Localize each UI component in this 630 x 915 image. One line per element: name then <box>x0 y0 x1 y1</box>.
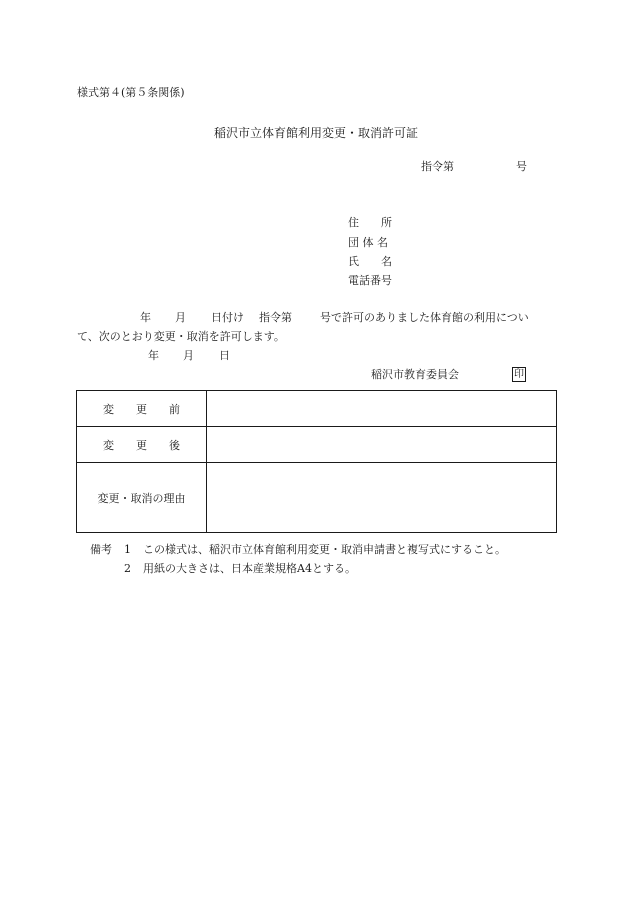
seal-mark: 印 <box>514 369 524 380</box>
issue-date-month: 月 <box>183 349 194 362</box>
note-2-text: 用紙の大きさは、日本産業規格A4とする。 <box>143 562 356 575</box>
applicant-name-label: 氏 名 <box>348 255 392 268</box>
note-1-number: 1 <box>124 543 131 556</box>
body-directive-prefix: 指令第 <box>259 311 292 324</box>
row-label-after: 変 更 後 <box>77 427 207 463</box>
note-2-number: 2 <box>124 562 131 575</box>
issue-date-year: 年 <box>148 349 159 362</box>
row-value-reason[interactable] <box>207 463 557 533</box>
body-line2: て、次のとおり変更・取消を許可します。 <box>77 330 285 343</box>
table-row <box>77 391 557 427</box>
body-date-day: 日付け <box>211 311 244 324</box>
applicant-address-label: 住 所 <box>348 216 392 229</box>
applicant-group-label: 団 体 名 <box>348 236 388 249</box>
issuer-name: 稲沢市教育委員会 <box>371 368 459 381</box>
applicant-phone-label: 電話番号 <box>348 274 392 287</box>
row-label-before: 変 更 前 <box>77 391 207 427</box>
issue-date-day: 日 <box>219 349 230 362</box>
notes-heading: 備考 <box>90 543 112 556</box>
directive-prefix: 指令第 <box>421 160 454 173</box>
table-row <box>77 463 557 533</box>
note-1-text: この様式は、稲沢市立体育館利用変更・取消申請書と複写式にすること。 <box>143 543 506 556</box>
directive-suffix: 号 <box>516 160 527 173</box>
row-value-after[interactable] <box>207 427 557 463</box>
change-form-table <box>76 390 557 533</box>
table-row <box>77 427 557 463</box>
page-title: 稲沢市立体育館利用変更・取消許可証 <box>214 126 419 140</box>
row-value-before[interactable] <box>207 391 557 427</box>
form-number: 様式第４(第５条関係) <box>77 86 185 99</box>
body-date-month: 月 <box>175 311 186 324</box>
body-line1: 号で許可のありました体育館の利用につい <box>320 311 529 324</box>
row-label-reason: 変更・取消の理由 <box>77 463 207 533</box>
body-date-year: 年 <box>140 311 151 324</box>
